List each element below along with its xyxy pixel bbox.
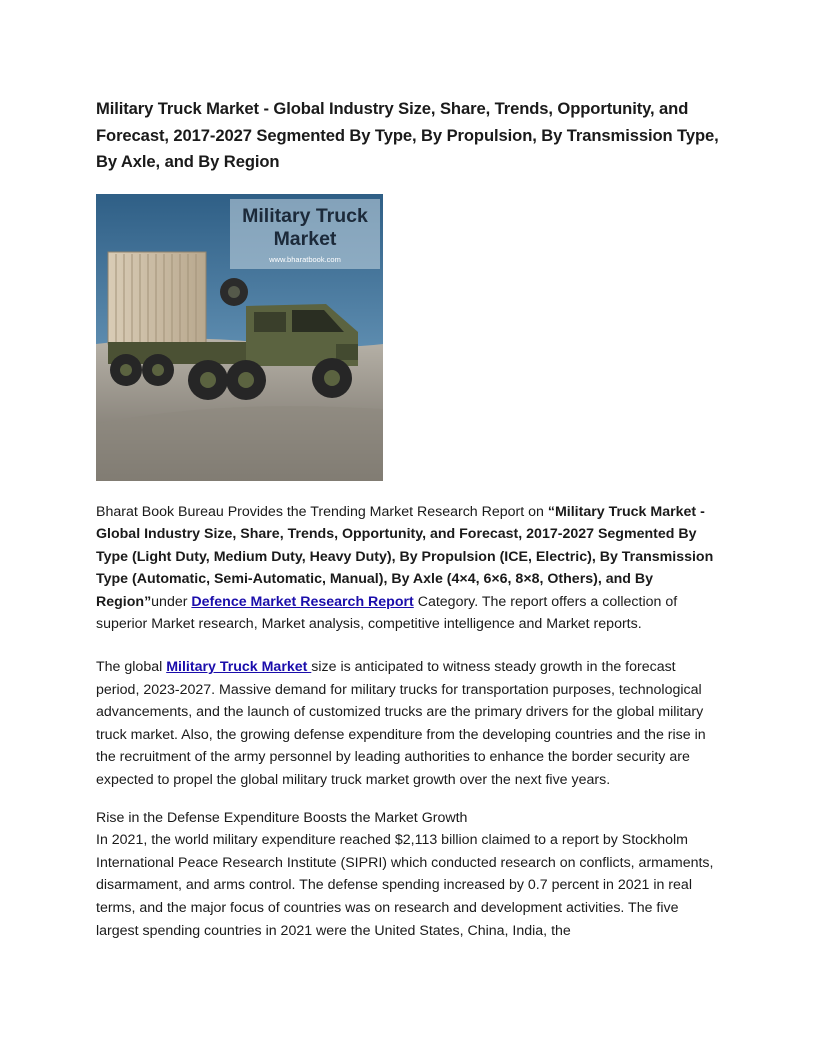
section-body: In 2021, the world military expenditure reached $2,113 billion claimed to a report by Stockholm International Peace Research Institute (SIPRI) which conducted research on conflicts, armaments, disarmament, and arms control. The defense spending increased by 0.7 percent in 2021 in real terms, and the major focus of countries was on research and development activities. The five largest spending countries in 2021 were the United States, China, India, the [96, 832, 714, 939]
cover-title-line-2: Market [273, 227, 337, 250]
market-overview-paragraph [96, 656, 722, 792]
cover-title-line-1: Military Truck [242, 204, 368, 227]
intro-tail: Category. The report offers a collection of superior Market research, Market analysis, competitive intelligence and Market reports. [96, 593, 678, 633]
intro-under: under [151, 593, 192, 610]
intro-paragraph [96, 501, 722, 637]
defense-expenditure-section [96, 807, 722, 943]
cover-title [230, 205, 380, 251]
section-heading: Rise in the Defense Expenditure Boosts the Market Growth [96, 809, 468, 826]
overview-lead: The global [96, 659, 167, 676]
overview-body: size is anticipated to witness steady growth in the forecast period, 2023-2027. Massive demand for military trucks for transportation purposes, technological advancements, and the launch of customized trucks are the primary drivers for the global military truck market. Also, the growing defense expenditure from the developing countries and the rise in the recruitment of the army personnel by leading authorities to enhance the border security are expected to propel the global military truck market growth over the next five years. [96, 659, 706, 789]
defence-market-link[interactable]: Defence Market Research Report [191, 593, 414, 610]
cover-url: www.bharatbook.com [269, 254, 341, 264]
document-page [96, 96, 722, 942]
military-truck-market-link[interactable]: Military Truck Market [166, 659, 312, 676]
report-title: Military Truck Market - Global Industry Size, Share, Trends, Opportunity, and Forecast, 2017-2027 Segmented By Type, By Propulsion, By Transmission Type, By Axle, and By Region [96, 99, 719, 171]
intro-report-title: “Military Truck Market - Global Industry Size, Share, Trends, Opportunity, and Forecast, 2017-2027 Segmented By Type (Light Duty, Medium Duty, Heavy Duty), By Propulsion (ICE, Electric), By Transmission Type (Automatic, Semi-Automatic, Manual), By Axle (4×4, 6×6, 8×8, Others), and By Region” [96, 503, 714, 610]
intro-lead: Bharat Book Bureau Provides the Trending Market Research Report on [96, 503, 548, 520]
cover-image [96, 194, 383, 481]
